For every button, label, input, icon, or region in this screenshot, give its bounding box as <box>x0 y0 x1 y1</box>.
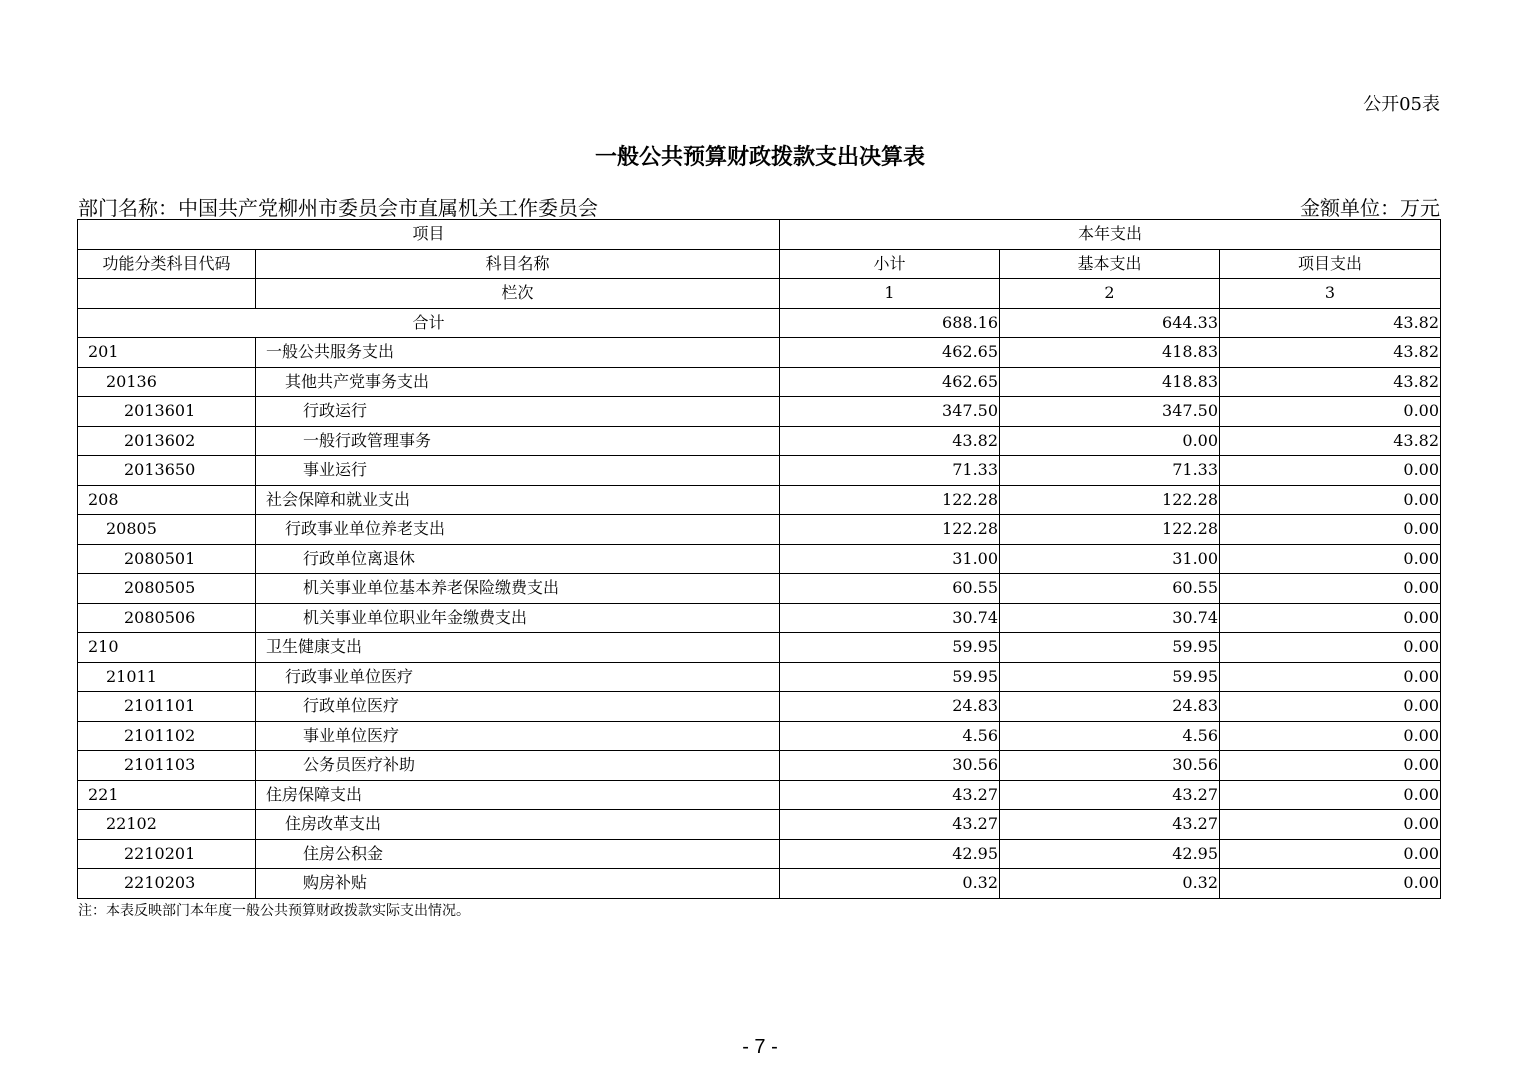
table-row <box>78 751 1441 781</box>
table-row <box>78 869 1441 899</box>
row-name: 住房保障支出 <box>256 780 780 810</box>
row-code: 20136 <box>78 367 256 397</box>
row-name: 购房补贴 <box>256 869 780 899</box>
table-row <box>78 721 1441 751</box>
row-name: 卫生健康支出 <box>256 633 780 663</box>
header-code: 功能分类科目代码 <box>78 249 256 279</box>
row-subtotal: 31.00 <box>780 544 1000 574</box>
row-subtotal: 43.27 <box>780 780 1000 810</box>
row-code: 2210203 <box>78 869 256 899</box>
header-col-1: 1 <box>780 279 1000 309</box>
row-basic: 59.95 <box>1000 633 1220 663</box>
header-column-order: 栏次 <box>256 279 780 309</box>
total-basic: 644.33 <box>1000 308 1220 338</box>
row-name: 社会保障和就业支出 <box>256 485 780 515</box>
table-row <box>78 780 1441 810</box>
row-basic: 4.56 <box>1000 721 1220 751</box>
table-row <box>78 633 1441 663</box>
row-project: 0.00 <box>1220 397 1441 427</box>
row-subtotal: 0.32 <box>780 869 1000 899</box>
row-code: 2013601 <box>78 397 256 427</box>
row-code: 208 <box>78 485 256 515</box>
row-name: 公务员医疗补助 <box>256 751 780 781</box>
row-subtotal: 4.56 <box>780 721 1000 751</box>
table-row <box>78 456 1441 486</box>
row-name: 行政运行 <box>256 397 780 427</box>
row-name: 事业单位医疗 <box>256 721 780 751</box>
row-name: 行政单位离退休 <box>256 544 780 574</box>
row-basic: 42.95 <box>1000 839 1220 869</box>
row-basic: 31.00 <box>1000 544 1220 574</box>
row-project: 0.00 <box>1220 662 1441 692</box>
row-code: 2101101 <box>78 692 256 722</box>
department-label: 部门名称：中国共产党柳州市委员会市直属机关工作委员会 <box>78 196 598 220</box>
row-code: 21011 <box>78 662 256 692</box>
header-row-3 <box>78 279 1441 309</box>
row-subtotal: 347.50 <box>780 397 1000 427</box>
header-row-2 <box>78 249 1441 279</box>
table-row <box>78 397 1441 427</box>
row-basic: 418.83 <box>1000 338 1220 368</box>
table-row <box>78 692 1441 722</box>
row-subtotal: 60.55 <box>780 574 1000 604</box>
row-code: 2101102 <box>78 721 256 751</box>
row-subtotal: 71.33 <box>780 456 1000 486</box>
table-row <box>78 603 1441 633</box>
row-project: 0.00 <box>1220 574 1441 604</box>
row-subtotal: 462.65 <box>780 338 1000 368</box>
row-basic: 60.55 <box>1000 574 1220 604</box>
header-subtotal: 小计 <box>780 249 1000 279</box>
row-name: 机关事业单位职业年金缴费支出 <box>256 603 780 633</box>
row-subtotal: 24.83 <box>780 692 1000 722</box>
row-basic: 30.74 <box>1000 603 1220 633</box>
row-project: 43.82 <box>1220 426 1441 456</box>
row-name: 住房改革支出 <box>256 810 780 840</box>
row-subtotal: 59.95 <box>780 662 1000 692</box>
header-name: 科目名称 <box>256 249 780 279</box>
row-project: 0.00 <box>1220 692 1441 722</box>
header-basic: 基本支出 <box>1000 249 1220 279</box>
row-basic: 59.95 <box>1000 662 1220 692</box>
row-basic: 122.28 <box>1000 485 1220 515</box>
row-code: 2080506 <box>78 603 256 633</box>
row-code: 2101103 <box>78 751 256 781</box>
table-row <box>78 574 1441 604</box>
row-basic: 0.00 <box>1000 426 1220 456</box>
row-name: 机关事业单位基本养老保险缴费支出 <box>256 574 780 604</box>
row-code: 2013602 <box>78 426 256 456</box>
row-basic: 43.27 <box>1000 810 1220 840</box>
row-project: 0.00 <box>1220 751 1441 781</box>
total-label: 合计 <box>78 308 780 338</box>
row-name: 行政事业单位养老支出 <box>256 515 780 545</box>
row-project: 0.00 <box>1220 839 1441 869</box>
header-col-2: 2 <box>1000 279 1220 309</box>
row-project: 0.00 <box>1220 869 1441 899</box>
row-project: 0.00 <box>1220 780 1441 810</box>
table-row <box>78 367 1441 397</box>
header-row-1 <box>78 220 1441 250</box>
row-subtotal: 122.28 <box>780 485 1000 515</box>
row-code: 201 <box>78 338 256 368</box>
row-name: 其他共产党事务支出 <box>256 367 780 397</box>
row-project: 0.00 <box>1220 515 1441 545</box>
row-project: 43.82 <box>1220 338 1441 368</box>
table-row <box>78 810 1441 840</box>
header-this-year: 本年支出 <box>780 220 1441 250</box>
row-basic: 43.27 <box>1000 780 1220 810</box>
row-name: 行政事业单位医疗 <box>256 662 780 692</box>
row-name: 事业运行 <box>256 456 780 486</box>
row-name: 住房公积金 <box>256 839 780 869</box>
table-row <box>78 426 1441 456</box>
table-number: 公开05表 <box>1363 94 1440 115</box>
row-subtotal: 42.95 <box>780 839 1000 869</box>
page-title: 一般公共预算财政拨款支出决算表 <box>594 144 925 170</box>
table-row <box>78 662 1441 692</box>
row-basic: 24.83 <box>1000 692 1220 722</box>
row-basic: 122.28 <box>1000 515 1220 545</box>
row-code: 2210201 <box>78 839 256 869</box>
header-col-3: 3 <box>1220 279 1441 309</box>
table-row <box>78 338 1441 368</box>
table-row <box>78 839 1441 869</box>
row-subtotal: 30.74 <box>780 603 1000 633</box>
row-basic: 347.50 <box>1000 397 1220 427</box>
row-subtotal: 43.27 <box>780 810 1000 840</box>
row-project: 43.82 <box>1220 367 1441 397</box>
row-code: 210 <box>78 633 256 663</box>
row-project: 0.00 <box>1220 721 1441 751</box>
header-item: 项目 <box>78 220 780 250</box>
table-note: 注：本表反映部门本年度一般公共预算财政拨款实际支出情况。 <box>78 903 470 919</box>
row-project: 0.00 <box>1220 544 1441 574</box>
row-subtotal: 122.28 <box>780 515 1000 545</box>
row-name: 行政单位医疗 <box>256 692 780 722</box>
row-basic: 71.33 <box>1000 456 1220 486</box>
unit-label: 金额单位：万元 <box>1300 196 1440 220</box>
table-row <box>78 515 1441 545</box>
header-project: 项目支出 <box>1220 249 1441 279</box>
header-empty-cell <box>78 279 256 309</box>
row-code: 2013650 <box>78 456 256 486</box>
row-basic: 30.56 <box>1000 751 1220 781</box>
page-number: - 7 - <box>742 1036 778 1058</box>
row-code: 20805 <box>78 515 256 545</box>
total-project: 43.82 <box>1220 308 1441 338</box>
row-subtotal: 462.65 <box>780 367 1000 397</box>
row-project: 0.00 <box>1220 603 1441 633</box>
row-code: 221 <box>78 780 256 810</box>
row-name: 一般行政管理事务 <box>256 426 780 456</box>
row-project: 0.00 <box>1220 810 1441 840</box>
row-code: 22102 <box>78 810 256 840</box>
expenditure-table <box>77 219 1441 899</box>
row-project: 0.00 <box>1220 633 1441 663</box>
row-project: 0.00 <box>1220 456 1441 486</box>
row-name: 一般公共服务支出 <box>256 338 780 368</box>
total-subtotal: 688.16 <box>780 308 1000 338</box>
total-row <box>78 308 1441 338</box>
table-row <box>78 485 1441 515</box>
row-basic: 0.32 <box>1000 869 1220 899</box>
row-basic: 418.83 <box>1000 367 1220 397</box>
row-code: 2080501 <box>78 544 256 574</box>
row-code: 2080505 <box>78 574 256 604</box>
row-subtotal: 43.82 <box>780 426 1000 456</box>
row-project: 0.00 <box>1220 485 1441 515</box>
row-subtotal: 30.56 <box>780 751 1000 781</box>
row-subtotal: 59.95 <box>780 633 1000 663</box>
table-row <box>78 544 1441 574</box>
